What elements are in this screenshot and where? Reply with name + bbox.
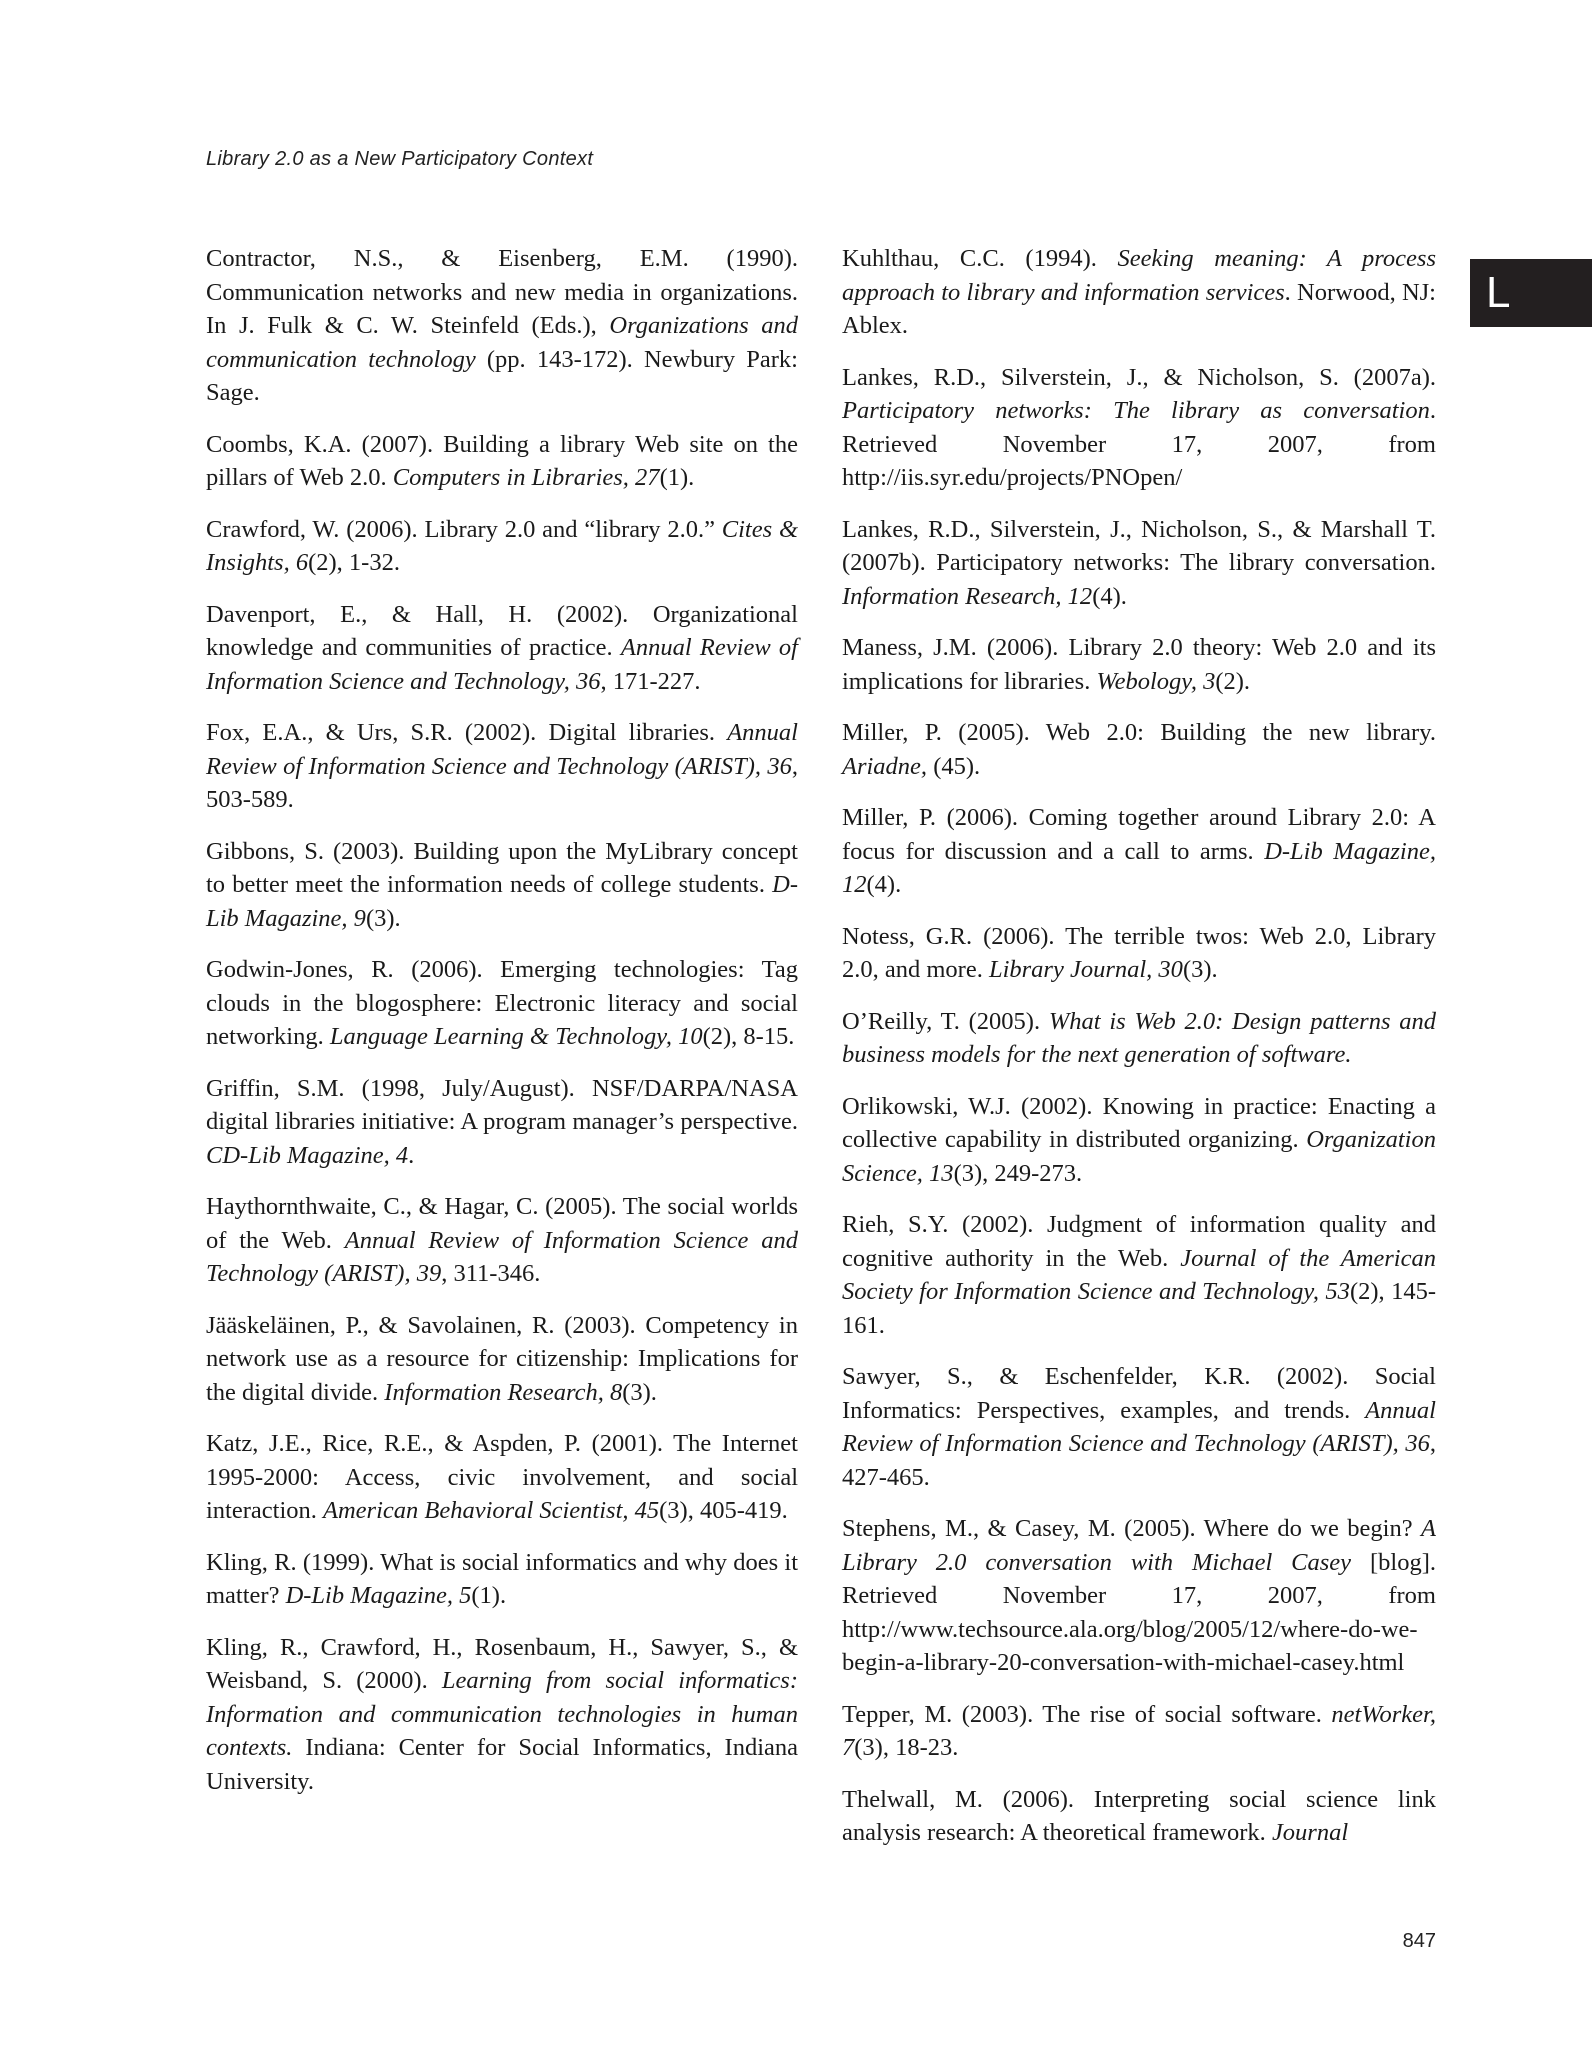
reference-text-segment: Rieh, S.Y. (2002). Judgment of information quality and cognitive authority in the Web.	[842, 1211, 1436, 1272]
reference-text-segment: (2), 8-15.	[702, 1023, 795, 1050]
reference-text-segment: (4).	[1092, 582, 1127, 610]
section-thumb-tab	[1470, 259, 1592, 327]
reference-entry	[206, 835, 798, 936]
references-left-column	[206, 242, 798, 1816]
reference-italic-segment: Organization Science, 13	[842, 1126, 1436, 1187]
reference-text-segment: [blog]. Retrieved November 17, 2007, from http://www.techsource.ala.org/blog/2005/12/where-do-we-begin-a-library-20-conversation-with-michael-casey.html	[842, 1548, 1436, 1676]
reference-italic-segment: What is Web 2.0: Design patterns and business models for the next generation of software.	[842, 1007, 1437, 1068]
reference-italic-segment: D-Lib Magazine, 12	[842, 837, 1436, 898]
reference-text-segment: Orlikowski, W.J. (2002). Knowing in practice: Enacting a collective capability in distributed organizing.	[842, 1092, 1436, 1153]
reference-text-segment: Gibbons, S. (2003). Building upon the MyLibrary concept to better meet the information needs of college students.	[206, 837, 798, 898]
reference-text-segment: Coombs, K.A. (2007). Building a library Web site on the pillars of Web 2.0.	[206, 430, 798, 491]
reference-italic-segment: Annual Review of Information Science and Technology (ARIST), 36	[842, 1396, 1436, 1457]
reference-entry	[842, 1783, 1436, 1850]
reference-entry	[206, 1427, 798, 1528]
reference-entry	[842, 920, 1436, 987]
reference-italic-segment: Library Journal, 30	[988, 956, 1183, 983]
reference-italic-segment: D-Lib Magazine, 9	[206, 871, 798, 932]
reference-entry	[206, 1190, 798, 1291]
reference-text-segment: (2), 1-32.	[308, 549, 400, 576]
reference-text-segment: Crawford, W. (2006). Library 2.0 and “library 2.0.”	[206, 515, 722, 543]
reference-entry	[206, 598, 798, 699]
reference-italic-segment: Language Learning & Technology, 10	[329, 1023, 703, 1050]
reference-entry	[206, 428, 798, 495]
reference-text-segment: , 171-227.	[600, 667, 701, 695]
running-header: Library 2.0 as a New Participatory Context	[206, 148, 594, 170]
reference-text-segment: , 427-465.	[842, 1430, 1436, 1491]
reference-italic-segment: netWorker, 7	[842, 1700, 1436, 1761]
reference-entry	[842, 1208, 1436, 1342]
reference-text-segment: Contractor, N.S., & Eisenberg, E.M. (1990). Communication networks and new media in organizations. In J. Fulk & C. W. Steinfeld (Eds.),	[206, 245, 798, 339]
reference-text-segment: Stephens, M., & Casey, M. (2005). Where do we begin?	[842, 1515, 1422, 1542]
reference-entry	[842, 1005, 1436, 1072]
reference-text-segment: Haythornthwaite, C., & Hagar, C. (2005). The social worlds of the Web.	[206, 1193, 798, 1254]
reference-entry	[206, 513, 798, 580]
reference-text-segment: (3), 405-419.	[659, 1497, 788, 1524]
reference-entry	[842, 1512, 1436, 1680]
reference-text-segment: Godwin-Jones, R. (2006). Emerging technologies: Tag clouds in the blogosphere: Electronic literacy and social networking.	[206, 956, 798, 1050]
reference-text-segment: (3), 249-273.	[953, 1159, 1083, 1187]
reference-text-segment: Sawyer, S., & Eschenfelder, K.R. (2002). Social Informatics: Perspectives, examples, and trends.	[842, 1363, 1436, 1424]
reference-entry	[842, 513, 1436, 614]
reference-text-segment: Lankes, R.D., Silverstein, J., & Nicholson, S. (2007a).	[842, 363, 1436, 391]
reference-text-segment: Kling, R. (1999). What is social informatics and why does it matter?	[206, 1548, 798, 1609]
reference-text-segment: (pp. 143-172). Newbury Park: Sage.	[206, 345, 798, 406]
reference-text-segment: Kling, R., Crawford, H., Rosenbaum, H., Sawyer, S., & Weisband, S. (2000).	[206, 1633, 798, 1694]
reference-text-segment: (3).	[1182, 956, 1218, 983]
reference-text-segment: Katz, J.E., Rice, R.E., & Aspden, P. (2001). The Internet 1995-2000: Access, civic involvement, and social interaction.	[206, 1430, 798, 1524]
reference-text-segment: . Norwood, NJ: Ablex.	[842, 278, 1436, 339]
reference-entry	[842, 801, 1436, 902]
reference-entry	[842, 1090, 1436, 1191]
reference-text-segment: , 503-589.	[206, 752, 798, 813]
reference-entry	[842, 716, 1436, 783]
reference-text-segment: Kuhlthau, C.C. (1994).	[842, 245, 1118, 272]
reference-italic-segment: Information Research, 12	[842, 582, 1093, 610]
reference-text-segment: Davenport, E., & Hall, H. (2002). Organizational knowledge and communities of practice.	[206, 600, 798, 661]
reference-text-segment: (2).	[1215, 667, 1251, 695]
reference-entry	[842, 631, 1436, 698]
reference-text-segment: (3).	[622, 1378, 657, 1406]
reference-entry	[206, 1072, 798, 1173]
reference-text-segment: O’Reilly, T. (2005).	[842, 1007, 1049, 1035]
reference-italic-segment: Learning from social informatics: Information and communication technologies in human contexts.	[206, 1667, 798, 1761]
reference-italic-segment: Computers in Libraries, 27	[392, 464, 660, 491]
reference-text-segment: Fox, E.A., & Urs, S.R. (2002). Digital libraries.	[206, 719, 728, 746]
reference-italic-segment: Ariadne,	[842, 752, 928, 780]
reference-italic-segment: D-Lib Magazine, 5	[285, 1582, 472, 1609]
reference-text-segment: . Retrieved November 17, 2007, from http://iis.syr.edu/projects/PNOpen/	[842, 397, 1436, 491]
reference-entry	[842, 361, 1436, 495]
reference-entry	[206, 953, 798, 1054]
reference-entry	[842, 1698, 1436, 1765]
reference-italic-segment: A Library 2.0 conversation with Michael Casey	[842, 1515, 1436, 1576]
reference-text-segment: (1).	[659, 464, 695, 491]
reference-italic-segment: Information Research, 8	[384, 1378, 623, 1406]
reference-italic-segment: American Behavioral Scientist, 45	[323, 1497, 660, 1524]
reference-text-segment: Miller, P. (2006). Coming together around Library 2.0: A focus for discussion and a call to arms.	[842, 804, 1436, 865]
reference-text-segment: Miller, P. (2005). Web 2.0: Building the new library.	[842, 719, 1436, 746]
reference-italic-segment: Cites & Insights, 6	[206, 515, 798, 576]
reference-text-segment: (3), 18-23.	[854, 1734, 959, 1761]
reference-italic-segment: Annual Review of Information Science and Technology (ARIST), 36	[206, 719, 798, 780]
reference-entry	[206, 1546, 798, 1613]
reference-text-segment: Maness, J.M. (2006). Library 2.0 theory: Web 2.0 and its implications for libraries.	[842, 634, 1436, 695]
reference-italic-segment: Seeking meaning: A process approach to library and information services	[842, 245, 1436, 306]
references-right-column	[842, 242, 1436, 1868]
reference-text-segment: Notess, G.R. (2006). The terrible twos: Web 2.0, Library 2.0, and more.	[842, 922, 1436, 983]
thumb-tab-letter: L	[1486, 268, 1511, 317]
reference-text-segment: Tepper, M. (2003). The rise of social software.	[842, 1700, 1332, 1728]
reference-text-segment: (2), 145-161.	[842, 1278, 1436, 1339]
reference-italic-segment: Journal	[1271, 1819, 1349, 1846]
reference-entry	[206, 716, 798, 817]
reference-text-segment: Jääskeläinen, P., & Savolainen, R. (2003). Competency in network use as a resource for citizenship: Implications for the digital divide.	[206, 1311, 798, 1406]
reference-italic-segment: Webology, 3	[1096, 667, 1216, 695]
reference-italic-segment: Journal of the American Society for Information Science and Technology, 53	[842, 1244, 1436, 1305]
reference-entry	[842, 242, 1436, 343]
reference-italic-segment: Annual Review of Information Science and Technology, 36	[206, 634, 798, 695]
reference-text-segment: Thelwall, M. (2006). Interpreting social science link analysis research: A theoretical framework.	[842, 1785, 1436, 1846]
reference-text-segment: (1).	[471, 1582, 507, 1609]
reference-text-segment: (4).	[866, 871, 902, 898]
reference-text-segment: Griffin, S.M. (1998, July/August). NSF/DARPA/NASA digital libraries initiative: A program manager’s perspective.	[206, 1074, 798, 1135]
reference-italic-segment: Annual Review of Information Science and Technology (ARIST), 39	[206, 1226, 798, 1287]
reference-entry	[842, 1360, 1436, 1494]
reference-text-segment: (45).	[927, 752, 981, 780]
reference-text-segment: , 311-346.	[441, 1260, 541, 1287]
reference-entry	[206, 1631, 798, 1799]
reference-entry	[206, 242, 798, 410]
reference-text-segment: .	[408, 1141, 415, 1169]
reference-italic-segment: CD-Lib Magazine, 4	[206, 1141, 409, 1169]
reference-text-segment: Indiana: Center for Social Informatics, Indiana University.	[206, 1734, 798, 1795]
reference-text-segment: Lankes, R.D., Silverstein, J., Nicholson, S., & Marshall T. (2007b). Participatory networks: The library conversation.	[842, 515, 1436, 576]
reference-entry	[206, 1309, 798, 1410]
reference-italic-segment: Organizations and communication technology	[206, 312, 798, 373]
reference-text-segment: (3).	[365, 904, 401, 932]
page-number: 847	[1402, 1930, 1436, 1952]
reference-italic-segment: Participatory networks: The library as conversation	[842, 397, 1430, 424]
